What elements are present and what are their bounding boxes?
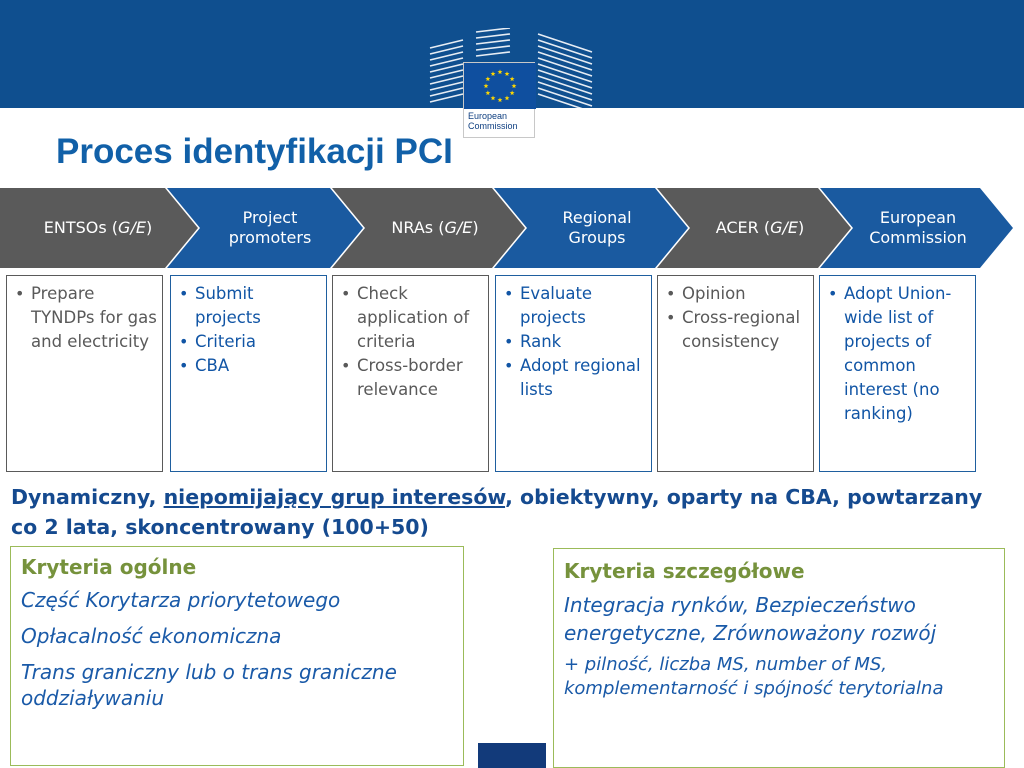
- stakeholder-link[interactable]: niepomijający grup interesów: [163, 485, 506, 509]
- eu-flag-icon: [464, 63, 536, 109]
- task-item: • CBA: [175, 354, 322, 378]
- task-item: • Cross-regional consistency: [662, 306, 809, 354]
- page-title: Proces identyfikacji PCI: [56, 132, 453, 171]
- actor-suffix: G/E: [770, 218, 799, 237]
- summary-text-2: , obiektywny, oparty na CBA, powtarzany co 2 lata, skoncentrowany (100+50): [11, 485, 983, 539]
- task-item: • Cross-border relevance: [337, 354, 484, 402]
- chevron-label-project-promoters: [200, 188, 340, 268]
- chevron-label-european-commission: [853, 188, 983, 268]
- task-box-acer: [657, 275, 814, 472]
- actor-name: ACER: [715, 218, 759, 237]
- task-list: [337, 282, 484, 402]
- actor-suffix: G/E: [118, 218, 146, 237]
- task-list: [662, 282, 809, 354]
- task-list: [500, 282, 647, 402]
- general-criteria-heading: Kryteria ogólne: [21, 555, 197, 579]
- task-item: • Criteria: [175, 330, 322, 354]
- process-summary: [11, 482, 1011, 542]
- chevron-label-acer: ACER (G/E): [715, 218, 805, 237]
- task-box-regional-groups: [495, 275, 652, 472]
- actor-line-2: Commission: [869, 228, 967, 247]
- chevron-label-entsos: ENTSOs (G/E): [43, 218, 153, 237]
- logo-wordmark: [468, 111, 534, 131]
- logo-line-2: Commission: [468, 121, 518, 131]
- general-criteria-box: [10, 546, 464, 766]
- actor-line-1: European: [879, 208, 957, 227]
- criteria-item: Opłacalność ekonomiczna: [21, 624, 282, 648]
- criteria-item: Integracja rynków, Bezpieczeństwo energetyczne, Zrównoważony rozwój: [564, 593, 937, 645]
- criteria-additional: + pilność, liczba MS, number of MS, komplementarność i spójność terytorialna: [564, 654, 944, 699]
- actor-line-2: Groups: [568, 228, 626, 247]
- specific-criteria-box: [553, 548, 1005, 768]
- task-item: • Prepare TYNDPs for gas and electricity: [11, 282, 158, 354]
- task-list: [11, 282, 158, 354]
- task-item: • Evaluate projects: [500, 282, 647, 330]
- task-item: • Adopt regional lists: [500, 354, 647, 402]
- logo-emblem: [463, 62, 535, 138]
- task-box-entsos: [6, 275, 163, 472]
- task-list: [175, 282, 322, 378]
- chevron-label-regional-groups: [527, 188, 667, 268]
- task-box-european-commission: [819, 275, 976, 472]
- actor-name: ENTSOs: [43, 218, 107, 237]
- task-box-project-promoters: [170, 275, 327, 472]
- specific-criteria-heading: Kryteria szczegółowe: [564, 559, 805, 583]
- task-box-nras: [332, 275, 489, 472]
- task-item: • Opinion: [662, 282, 809, 306]
- task-item: • Adopt Union-wide list of projects of common interest (no ranking): [824, 282, 971, 426]
- actor-line-2: promoters: [228, 228, 312, 247]
- actor-suffix: G/E: [444, 218, 473, 237]
- actor-name: NRAs: [391, 218, 434, 237]
- chevron-label-nras: NRAs (G/E): [391, 218, 479, 237]
- summary-text-1: Dynamiczny,: [11, 485, 164, 509]
- task-item: • Submit projects: [175, 282, 322, 330]
- footer-flag-icon: [478, 743, 546, 768]
- task-item: • Check application of criteria: [337, 282, 484, 354]
- logo-line-1: European: [468, 111, 508, 121]
- criteria-item: Trans graniczny lub o trans graniczne oddziaływaniu: [21, 660, 397, 710]
- task-list: [824, 282, 971, 426]
- actor-line-1: Project: [242, 208, 298, 227]
- criteria-item: Część Korytarza priorytetowego: [21, 588, 341, 612]
- actor-line-1: Regional: [562, 208, 632, 227]
- task-item: • Rank: [500, 330, 647, 354]
